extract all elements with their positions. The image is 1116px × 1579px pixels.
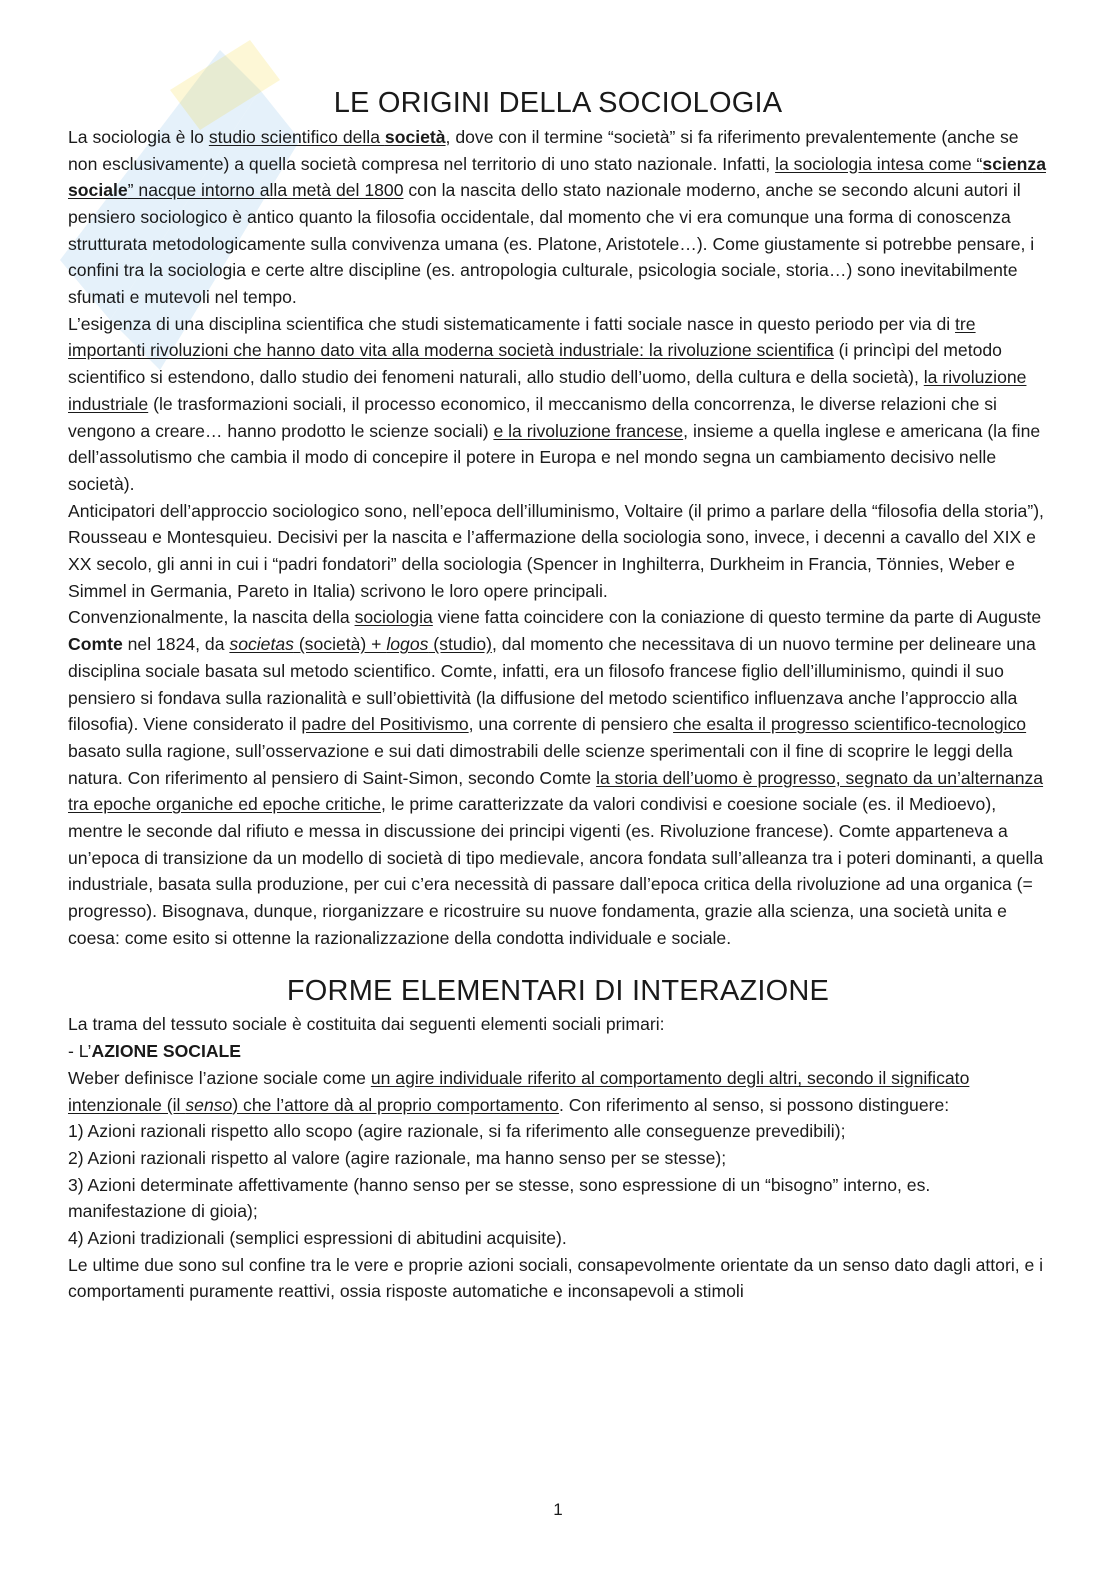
- paragraph-rivoluzioni: L’esigenza di una disciplina scientifica che studi sistematicamente i fatti sociale nasce in questo periodo per via di tre importanti rivoluzioni che hanno dato vita alla moderna società industriale: la rivoluzione scientifica (i princìpi del metodo scientifico si estendono, dallo studio dei fenomeni naturali, allo studio dell’uomo, della cultura e della società), la rivoluzione industriale (le trasformazioni sociali, il processo economico, il meccanismo della concorrenza, le diverse relazioni che si vengono a creare… hanno prodotto le scienze sociali) e la rivoluzione francese, insieme a quella inglese e americana (la fine dell’assolutismo che cambia il modo di concepire il potere in Europa e nel mondo segna un cambiamento decisivo nelle società).: [68, 313, 1041, 494]
- paragraph-weber: Weber definisce l’azione sociale come un agire individuale riferito al comportamento degli altri, secondo il significato intenzionale (il senso) che l’attore dà al proprio comportamento. Con riferimento al senso, si possono distinguere:: [68, 1067, 970, 1115]
- subheading-azione-sociale: - L’AZIONE SOCIALE: [68, 1041, 242, 1062]
- document-page: [68, 86, 1048, 1305]
- list-item: 2) Azioni razionali rispetto al valore (agire razionale, ma hanno senso per se stesse);: [68, 1147, 727, 1168]
- paragraph-comte: Convenzionalmente, la nascita della sociologia viene fatta coincidere con la coniazione di questo termine da parte di Auguste Comte nel 1824, da societas (società) + logos (studio), dal momento che necessitava di un nuovo termine per delineare una disciplina sociale basata sul metodo scientifico. Comte, infatti, era un filosofo francese figlio dell’illuminismo, quindi il suo pensiero si fondava sulla razionalità e sull’obiettività (la diffusione del metodo scientifico influenzava anche l’approccio alla filosofia). Viene considerato il padre del Positivismo, una corrente di pensiero che esalta il progresso scientifico-tecnologico basato sulla ragione, sull’osservazione e sui dati dimostrabili delle scienze sperimentali con il fine di scoprire le leggi della natura. Con riferimento al pensiero di Saint-Simon, secondo Comte la storia dell’uomo è progresso, segnato da un’alternanza tra epoche organiche ed epoche critiche, le prime caratterizzate da valori condivisi e coesione sociale (es. il Medioevo), mentre le seconde dal rifiuto e messa in discussione dei principi vigenti (es. Rivoluzione francese). Comte apparteneva a un’epoca di transizione da un modello di società di tipo medievale, ancora fondata sull’alleanza tra i poteri dominanti, a quella industriale, basata sulla produzione, per cui c’era necessità di passare dall’epoca critica della rivoluzione ad una organica (= progresso). Bisognava, dunque, riorganizzare e ricostruire su nuove fondamenta, grazie alla scienza, una società unita e coesa: come esito si ottenne la razionalizzazione della condotta individuale e sociale.: [68, 607, 1044, 948]
- list-item: 4) Azioni tradizionali (semplici espressioni di abitudini acquisite).: [68, 1228, 567, 1249]
- list-item: 1) Azioni razionali rispetto allo scopo (agire razionale, si fa riferimento alle conseguenze prevedibili);: [68, 1121, 846, 1142]
- list-item: 3) Azioni determinate affettivamente (hanno senso per se stesse, sono espressione di un “bisogno” interno, es. manifestazione di gioia);: [68, 1174, 931, 1222]
- paragraph-closing: Le ultime due sono sul confine tra le vere e proprie azioni sociali, consapevolmente orientate da un senso dato dagli attori, e i comportamenti puramente reattivi, ossia risposte automatiche e inconsapevoli a stimoli: [68, 1254, 1044, 1302]
- section-title-forme-elementari: FORME ELEMENTARI DI INTERAZIONE: [286, 974, 830, 1007]
- paragraph-intro-trama: La trama del tessuto sociale è costituita dai seguenti elementi sociali primari:: [68, 1014, 665, 1035]
- paragraph-anticipatori: Anticipatori dell’approccio sociologico sono, nell’epoca dell’illuminismo, Voltaire (il primo a parlare della “filosofia della storia”), Rousseau e Montesquieu. Decisivi per la nascita e l’affermazione della sociologia sono, invece, i decenni a cavallo del XIX e XX secolo, gli anni in cui i “padri fondatori” della sociologia (Spencer in Inghilterra, Durkheim in Francia, Tönnies, Weber e Simmel in Germania, Pareto in Italia) scrivono le loro opere principali.: [68, 500, 1044, 601]
- paragraph-definizione: La sociologia è lo studio scientifico della società, dove con il termine “società” si fa riferimento prevalentemente (anche se non esclusivamente) a quella società compresa nel territorio di uno stato nazionale. Infatti, la sociologia intesa come “scienza sociale” nacque intorno alla metà del 1800 con la nascita dello stato nazionale moderno, anche se secondo alcuni autori il pensiero sociologico è antico quanto la filosofia occidentale, dal momento che vi era comunque una forma di conoscenza strutturata metodologicamente sulla convivenza umana (es. Platone, Aristotele…). Come giustamente si potrebbe pensare, i confini tra la sociologia e certe altre discipline (es. antropologia culturale, psicologia sociale, storia…) sono inevitabilmente sfumati e mutevoli nel tempo.: [68, 126, 1046, 308]
- page-number: 1: [553, 1500, 563, 1519]
- section-title-origini: LE ORIGINI DELLA SOCIOLOGIA: [333, 87, 783, 119]
